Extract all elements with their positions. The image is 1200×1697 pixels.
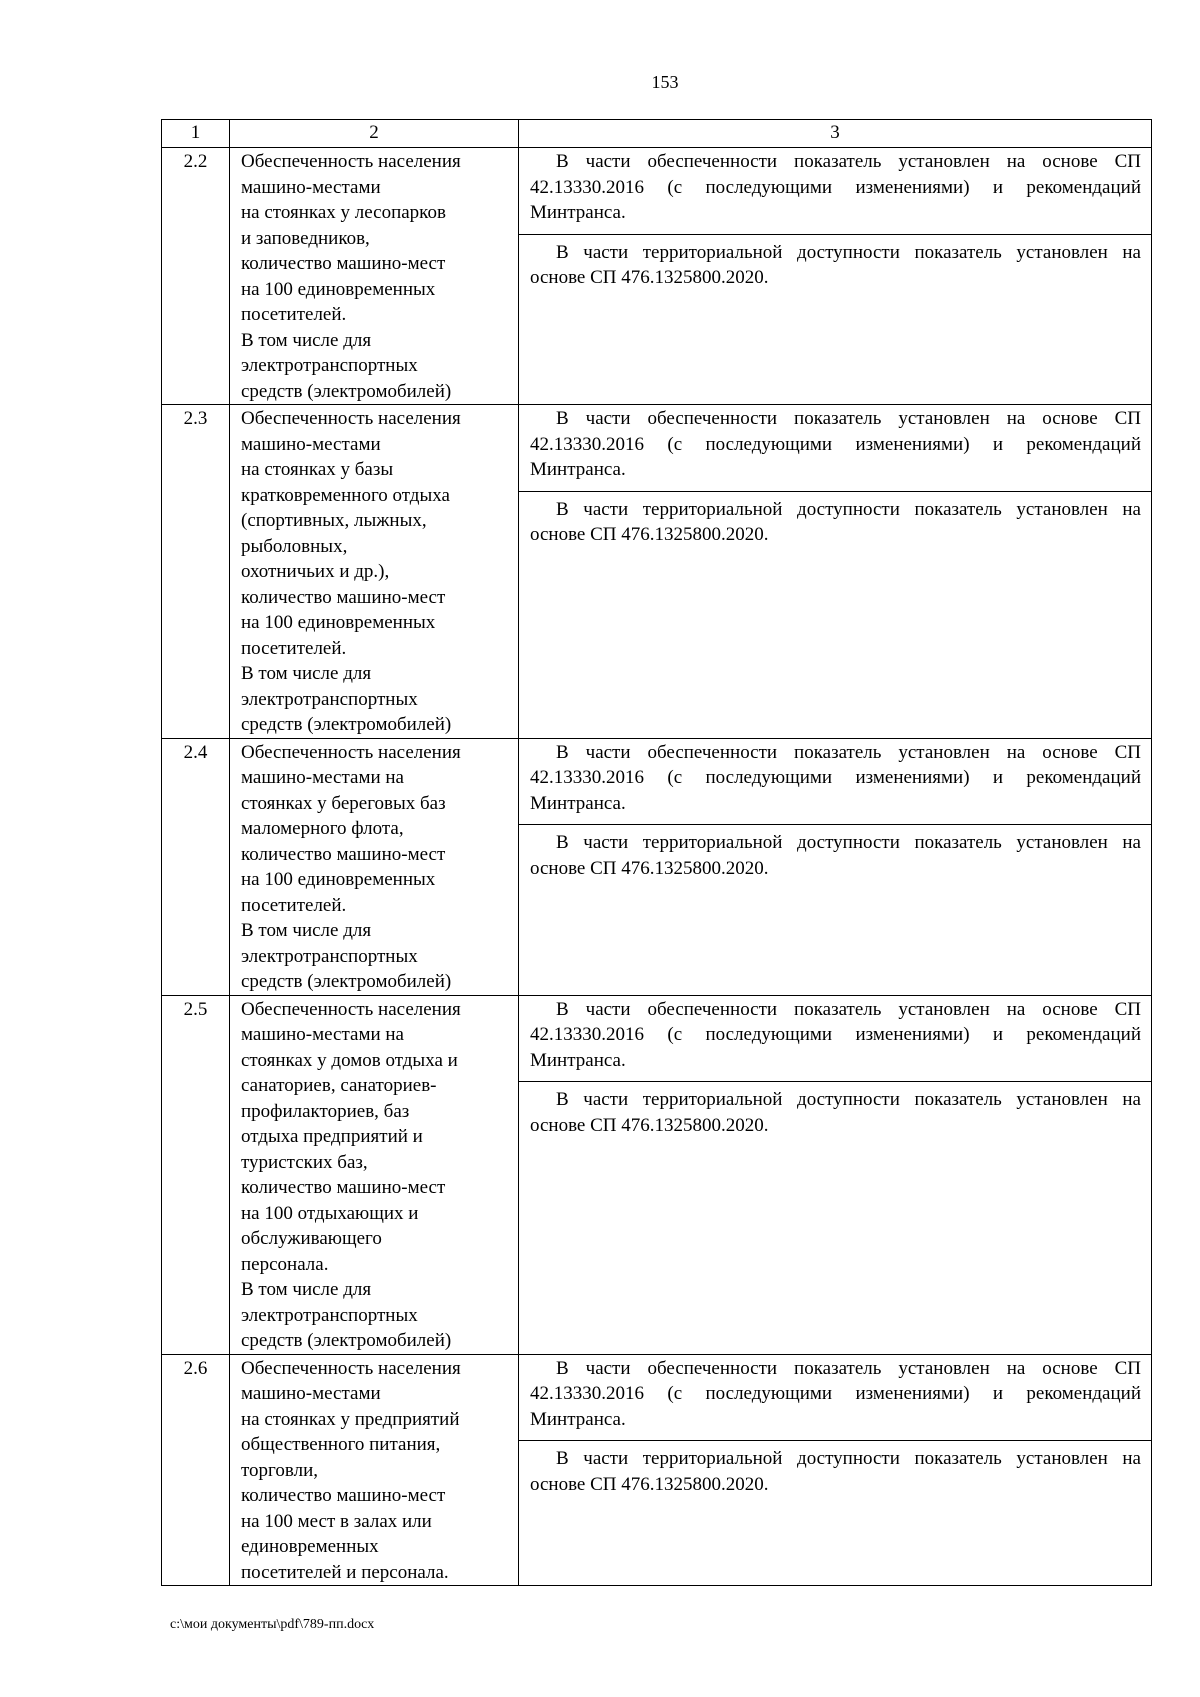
basis-accessibility-text: В части территориальной доступности показатель установлен на основе СП 476.1325800.2020. xyxy=(530,1448,1141,1495)
basis-provision-text: В части обеспеченности показатель установлен на основе СП 42.13330.2016 (с последующими изменениями) и рекомендаций Минтранса. xyxy=(519,996,1151,1083)
basis-provision-text: В части обеспеченности показатель установлен на основе СП 42.13330.2016 (с последующими изменениями) и рекомендаций Минтранса. xyxy=(519,148,1151,235)
table-row xyxy=(162,1354,1152,1586)
row-number: 2.3 xyxy=(162,405,230,739)
header-col-1: 1 xyxy=(162,120,230,148)
basis-cell xyxy=(519,995,1152,1354)
row-number: 2.5 xyxy=(162,995,230,1354)
table-row xyxy=(162,148,1152,405)
basis-provision-text: В части обеспеченности показатель установлен на основе СП 42.13330.2016 (с последующими изменениями) и рекомендаций Минтранса. xyxy=(519,1355,1151,1442)
row-number: 2.4 xyxy=(162,738,230,995)
indicator-description: Обеспеченность населения машино-местами на стоянках у домов отдыха и санаториев, санаториев- профилакториев, баз отдыха предприятий и туристских баз, количество машино-мест на 100 отдыхающих и обслуживающего персонала. В том числе для электротранспортных средств (электромобилей) xyxy=(230,995,519,1354)
header-col-3: 3 xyxy=(519,120,1152,148)
basis-cell xyxy=(519,148,1152,405)
indicator-description: Обеспеченность населения машино-местами на стоянках у базы кратковременного отдыха (спортивных, лыжных, рыболовных, охотничьих и др.), количество машино-мест на 100 единовременных посетителей. В том числе для электротранспортных средств (электромобилей) xyxy=(230,405,519,739)
row-number: 2.6 xyxy=(162,1354,230,1586)
basis-accessibility-text: В части территориальной доступности показатель установлен на основе СП 476.1325800.2020. xyxy=(530,832,1141,879)
basis-provision-text: В части обеспеченности показатель установлен на основе СП 42.13330.2016 (с последующими изменениями) и рекомендаций Минтранса. xyxy=(519,739,1151,826)
footer-file-path: c:\мои документы\pdf\789-пп.docx xyxy=(170,1617,375,1632)
page-number: 153 xyxy=(651,72,679,92)
basis-accessibility-text: В части территориальной доступности показатель установлен на основе СП 476.1325800.2020. xyxy=(530,241,1141,288)
basis-accessibility-text: В части территориальной доступности показатель установлен на основе СП 476.1325800.2020. xyxy=(530,1089,1141,1136)
table-row xyxy=(162,738,1152,995)
indicator-description: Обеспеченность населения машино-местами на стоянках у лесопарков и заповедников, количество машино-мест на 100 единовременных посетителей. В том числе для электротранспортных средств (электромобилей) xyxy=(230,148,519,405)
indicator-description: Обеспеченность населения машино-местами на стоянках у береговых баз маломерного флота, количество машино-мест на 100 единовременных посетителей. В том числе для электротранспортных средств (электромобилей) xyxy=(230,738,519,995)
table-row xyxy=(162,405,1152,739)
table-row xyxy=(162,995,1152,1354)
table-header-row xyxy=(162,120,1152,148)
standards-table xyxy=(161,119,1152,1586)
basis-provision-text: В части обеспеченности показатель установлен на основе СП 42.13330.2016 (с последующими изменениями) и рекомендаций Минтранса. xyxy=(519,405,1151,492)
indicator-description: Обеспеченность населения машино-местами на стоянках у предприятий общественного питания, торговли, количество машино-мест на 100 мест в залах или единовременных посетителей и персонала. xyxy=(230,1354,519,1586)
basis-cell xyxy=(519,405,1152,739)
header-col-2: 2 xyxy=(230,120,519,148)
basis-cell xyxy=(519,1354,1152,1586)
basis-accessibility-text: В части территориальной доступности показатель установлен на основе СП 476.1325800.2020. xyxy=(530,498,1141,545)
basis-cell xyxy=(519,738,1152,995)
row-number: 2.2 xyxy=(162,148,230,405)
